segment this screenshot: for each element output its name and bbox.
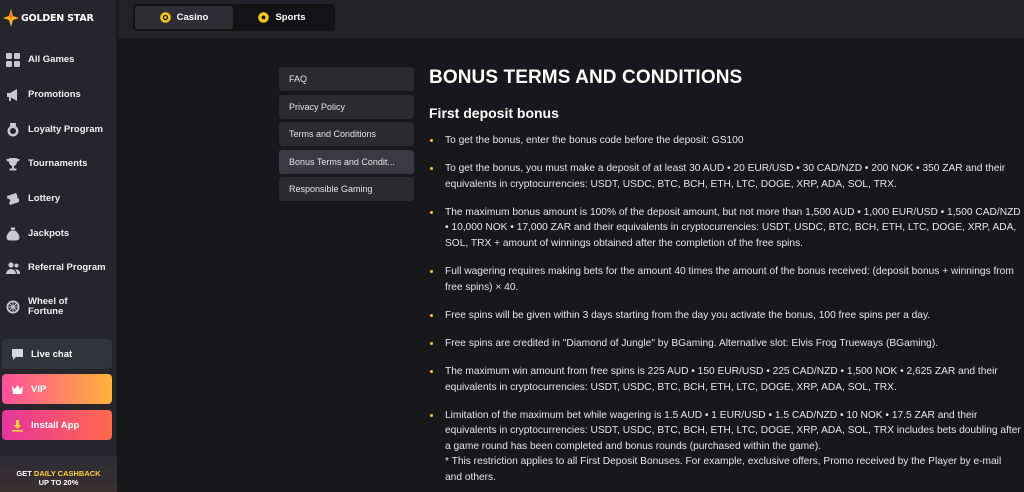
- cashback-line-1: GET DAILY CASHBACK: [16, 469, 101, 478]
- star-icon: [3, 9, 19, 27]
- list-item: The maximum bonus amount is 100% of the deposit amount, but not more than 1,500 AUD • 1,000 EUR/USD • 1,500 CAD/NZD • 10,000 NOK • 17,000 ZAR and their equivalents in cryptocurrencies: USDT, USDC, BTC, BCH, ETH, LTC, DOGE, XRP, ADA, SOL, TRX + amount of winnings obtained after the completion of the free spins.: [429, 205, 1021, 252]
- list-item: To get the bonus, you must make a deposit of at least 30 AUD • 20 EUR/USD • 30 CAD/NZD • 200 NOK • 350 ZAR and their equivalents in cryptocurrencies: USDT, USDC, BTC, BCH, ETH, LTC, DOGE, XRP, ADA, SOL, TRX.: [429, 161, 1021, 192]
- daily-cashback-banner[interactable]: [0, 456, 117, 492]
- list-item: Full wagering requires making bets for the amount 40 times the amount of the bonus received: (deposit bonus + winnings from free spins) × 40.: [429, 264, 1021, 295]
- medal-icon: [6, 123, 20, 137]
- crown-icon: [11, 383, 24, 396]
- install-app-button[interactable]: [2, 410, 112, 440]
- sidebar-item-tournaments[interactable]: [0, 147, 117, 182]
- sidebar-item-label: All Games: [28, 54, 75, 66]
- menu-item-faq[interactable]: FAQ: [279, 67, 414, 91]
- list-item: The maximum win amount from free spins is 225 AUD • 150 EUR/USD • 225 CAD/NZD • 1,500 NOK • 2,625 ZAR and their equivalents in cryptocurrencies: USDT, USDC, BTC, BCH, ETH, LTC, DOGE, XRP, ADA, SOL, TRX.: [429, 364, 1021, 395]
- trophy-icon: [6, 157, 20, 171]
- users-icon: [6, 261, 20, 275]
- ticket-icon: [6, 192, 20, 206]
- sidebar-item-referral-program[interactable]: [0, 251, 117, 286]
- chat-icon: [11, 348, 24, 361]
- vip-label: VIP: [31, 383, 47, 395]
- sidebar-item-loyalty-program[interactable]: [0, 112, 117, 147]
- tab-label: Sports: [275, 12, 306, 23]
- menu-item-responsible-gaming[interactable]: Responsible Gaming: [279, 177, 414, 201]
- vip-button[interactable]: [2, 374, 112, 404]
- megaphone-icon: [6, 88, 20, 102]
- main-content: [429, 66, 1021, 492]
- tab-casino[interactable]: [135, 6, 233, 29]
- section-title: First deposit bonus: [429, 105, 559, 121]
- sidebar-item-label: Tournaments: [28, 158, 88, 170]
- grid-icon: [6, 53, 20, 67]
- product-switch: [133, 4, 335, 31]
- menu-item-bonus-terms[interactable]: Bonus Terms and Condit...: [279, 150, 414, 174]
- tab-sports[interactable]: [233, 6, 331, 29]
- sidebar-nav: [0, 43, 117, 328]
- live-chat-label: Live chat: [31, 348, 73, 360]
- sidebar-item-label: Lottery: [28, 193, 61, 205]
- sidebar-item-all-games[interactable]: [0, 43, 117, 78]
- sidebar-item-label: Loyalty Program: [28, 123, 103, 135]
- top-bar: [118, 0, 1024, 38]
- sidebar-item-label: Promotions: [28, 89, 81, 101]
- list-item: [429, 408, 1021, 486]
- list-item: Free spins are credited in "Diamond of Jungle" by BGaming. Alternative slot: Elvis Frog Trueways (BGaming).: [429, 336, 1021, 352]
- sidebar-item-promotions[interactable]: [0, 78, 117, 113]
- bonus-terms-list: [429, 133, 1021, 486]
- list-item-text: Limitation of the maximum bet while wagering is 1.5 AUD • 1 EUR/USD • 1.5 CAD/NZD • 10 NOK • 17.5 ZAR and their equivalents in cryptocurrencies: USDT, USDC, BTC, BCH, ETH, LTC, DOGE, XRP, ADA, SOL, TRX includes bets doubling after a game round has been completed and bonus rounds (purchased within the game).: [445, 409, 1021, 452]
- wheel-icon: [6, 300, 20, 314]
- cashback-line-2: UP TO 20%: [38, 478, 79, 487]
- live-chat-button[interactable]: [2, 339, 112, 369]
- sidebar: [0, 0, 117, 492]
- soccer-ball-icon: [258, 12, 269, 23]
- menu-item-privacy-policy[interactable]: Privacy Policy: [279, 95, 414, 119]
- logo[interactable]: [3, 8, 94, 28]
- install-app-label: Install App: [31, 419, 80, 431]
- sidebar-item-label: Jackpots: [28, 227, 70, 239]
- brand-name: GOLDEN STAR: [21, 12, 94, 24]
- list-item: Free spins will be given within 3 days starting from the day you activate the bonus, 100 free spins per a day.: [429, 308, 1021, 324]
- sidebar-item-label: Referral Program: [28, 262, 106, 274]
- list-item: To get the bonus, enter the bonus code before the deposit: GS100: [429, 133, 1021, 149]
- download-icon: [11, 419, 24, 432]
- money-bag-icon: [6, 227, 20, 241]
- restriction-note: * This restriction applies to all First Deposit Bonuses. For example, exclusive offers, Promo received by the Player by e-mail and others.: [445, 456, 1002, 483]
- page-title: BONUS TERMS AND CONDITIONS: [429, 67, 743, 88]
- sidebar-item-wheel-of-fortune[interactable]: [0, 286, 117, 328]
- sidebar-item-label: Wheel of Fortune: [28, 295, 68, 317]
- tab-label: Casino: [176, 12, 209, 23]
- sidebar-item-lottery[interactable]: [0, 182, 117, 217]
- sidebar-item-jackpots[interactable]: [0, 216, 117, 251]
- info-menu: [279, 67, 414, 205]
- casino-chip-icon: [160, 12, 171, 23]
- menu-item-terms-and-conditions[interactable]: Terms and Conditions: [279, 122, 414, 146]
